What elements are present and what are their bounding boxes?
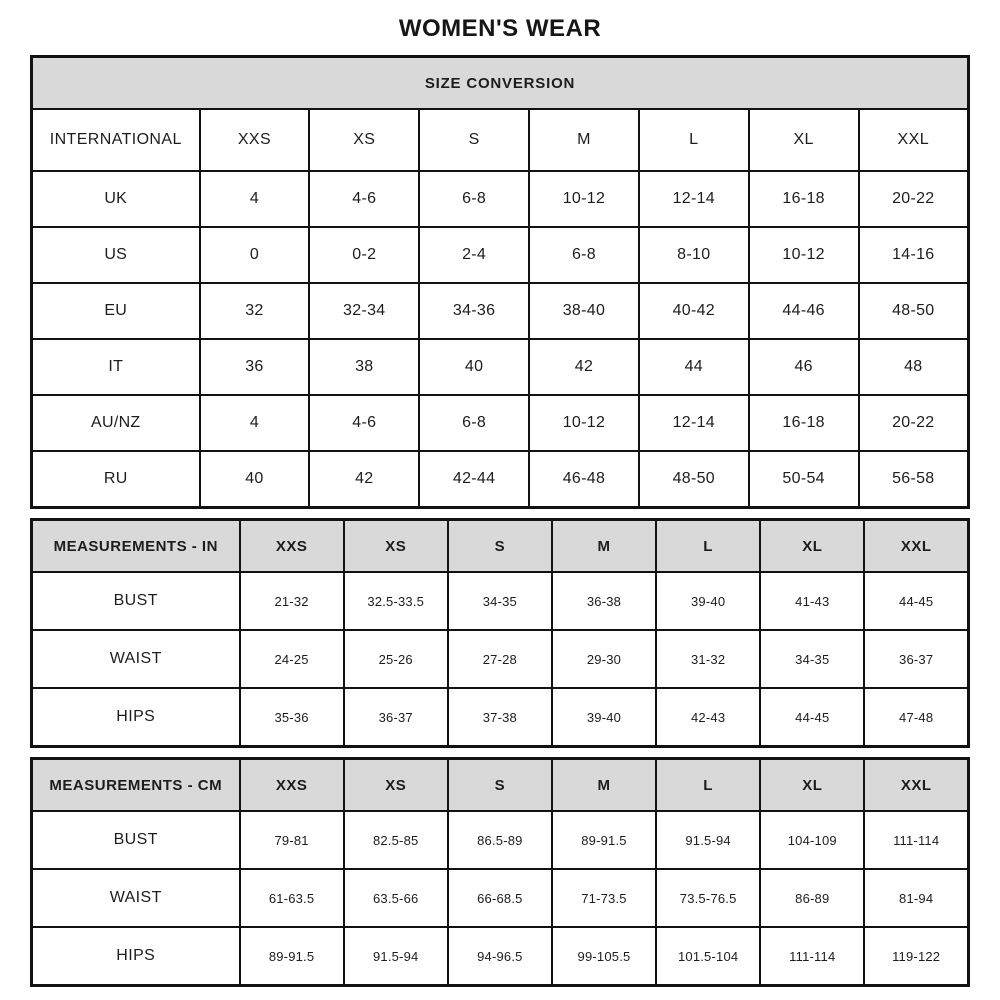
measurement-cell: 44-45 xyxy=(760,688,864,747)
column-header-s: S xyxy=(448,520,552,573)
size-cell: 38-40 xyxy=(529,283,639,339)
measurement-cell: 36-37 xyxy=(864,630,968,688)
size-cell: 32-34 xyxy=(309,283,419,339)
size-cell: 56-58 xyxy=(859,451,969,508)
table-row-ru xyxy=(32,451,969,508)
size-cell: 38 xyxy=(309,339,419,395)
measurement-cell: 111-114 xyxy=(864,811,968,869)
measurement-cell: 24-25 xyxy=(240,630,344,688)
size-conversion-title: SIZE CONVERSION xyxy=(32,57,969,110)
table-row-uk xyxy=(32,171,969,227)
column-header-m: M xyxy=(552,520,656,573)
size-conversion-table xyxy=(30,55,970,509)
measurements-cm-header-row xyxy=(32,759,969,812)
measurement-cell: 25-26 xyxy=(344,630,448,688)
size-cell: 12-14 xyxy=(639,395,749,451)
column-header-m: M xyxy=(552,759,656,812)
measurement-cell: 89-91.5 xyxy=(552,811,656,869)
measurement-cell: 36-37 xyxy=(344,688,448,747)
column-header-l: L xyxy=(639,109,749,171)
measurement-cell: 27-28 xyxy=(448,630,552,688)
table-row-waist-in xyxy=(32,630,969,688)
row-label: HIPS xyxy=(32,688,240,747)
page-title: WOMEN'S WEAR xyxy=(398,15,602,42)
measurement-cell: 35-36 xyxy=(240,688,344,747)
row-label: BUST xyxy=(32,572,240,630)
measurements-in-title: MEASUREMENTS - IN xyxy=(32,520,240,573)
measurements-in-header-row xyxy=(32,520,969,573)
column-header-xxl: XXL xyxy=(864,520,968,573)
size-cell: 48-50 xyxy=(639,451,749,508)
measurement-cell: 31-32 xyxy=(656,630,760,688)
size-cell: 32 xyxy=(200,283,310,339)
size-cell: 4-6 xyxy=(309,171,419,227)
size-cell: 6-8 xyxy=(419,171,529,227)
measurement-cell: 94-96.5 xyxy=(448,927,552,986)
row-label: WAIST xyxy=(32,630,240,688)
column-header-m: M xyxy=(529,109,639,171)
column-header-xs: XS xyxy=(344,520,448,573)
size-cell: 16-18 xyxy=(749,395,859,451)
size-cell: 34-36 xyxy=(419,283,529,339)
table-row-it xyxy=(32,339,969,395)
measurement-cell: 99-105.5 xyxy=(552,927,656,986)
row-label: US xyxy=(32,227,200,283)
measurement-cell: 37-38 xyxy=(448,688,552,747)
measurements-in-table xyxy=(30,518,970,748)
measurement-cell: 32.5-33.5 xyxy=(344,572,448,630)
size-cell: 40 xyxy=(419,339,529,395)
size-cell: 4-6 xyxy=(309,395,419,451)
size-cell: 10-12 xyxy=(529,171,639,227)
column-header-xs: XS xyxy=(344,759,448,812)
measurement-cell: 42-43 xyxy=(656,688,760,747)
column-header-xxl: XXL xyxy=(864,759,968,812)
column-header-xl: XL xyxy=(749,109,859,171)
size-cell: 40-42 xyxy=(639,283,749,339)
measurement-cell: 79-81 xyxy=(240,811,344,869)
measurement-cell: 89-91.5 xyxy=(240,927,344,986)
size-cell: 16-18 xyxy=(749,171,859,227)
measurement-cell: 41-43 xyxy=(760,572,864,630)
row-label: UK xyxy=(32,171,200,227)
measurement-cell: 104-109 xyxy=(760,811,864,869)
size-cell: 6-8 xyxy=(419,395,529,451)
size-conversion-title-row xyxy=(32,57,969,110)
size-cell: 42 xyxy=(529,339,639,395)
measurements-cm-title: MEASUREMENTS - CM xyxy=(32,759,240,812)
column-header-l: L xyxy=(656,520,760,573)
size-cell: 14-16 xyxy=(859,227,969,283)
size-cell: 42-44 xyxy=(419,451,529,508)
size-cell: 40 xyxy=(200,451,310,508)
size-cell: 48 xyxy=(859,339,969,395)
measurements-cm-table xyxy=(30,757,970,987)
measurement-cell: 73.5-76.5 xyxy=(656,869,760,927)
measurement-cell: 39-40 xyxy=(552,688,656,747)
measurement-cell: 47-48 xyxy=(864,688,968,747)
measurement-cell: 36-38 xyxy=(552,572,656,630)
column-header-s: S xyxy=(448,759,552,812)
measurement-cell: 29-30 xyxy=(552,630,656,688)
column-header-xxl: XXL xyxy=(859,109,969,171)
measurement-cell: 61-63.5 xyxy=(240,869,344,927)
column-header-xs: XS xyxy=(309,109,419,171)
table-row-us xyxy=(32,227,969,283)
size-cell: 4 xyxy=(200,171,310,227)
measurement-cell: 34-35 xyxy=(448,572,552,630)
measurement-cell: 82.5-85 xyxy=(344,811,448,869)
column-header-s: S xyxy=(419,109,529,171)
table-row-bust-cm xyxy=(32,811,969,869)
size-cell: 44-46 xyxy=(749,283,859,339)
size-cell: 48-50 xyxy=(859,283,969,339)
row-label: BUST xyxy=(32,811,240,869)
size-cell: 8-10 xyxy=(639,227,749,283)
table-row-hips-in xyxy=(32,688,969,747)
measurement-cell: 91.5-94 xyxy=(344,927,448,986)
size-cell: 4 xyxy=(200,395,310,451)
size-cell: 42 xyxy=(309,451,419,508)
column-header-xxs: XXS xyxy=(240,520,344,573)
table-row-hips-cm xyxy=(32,927,969,986)
measurement-cell: 111-114 xyxy=(760,927,864,986)
size-cell: 50-54 xyxy=(749,451,859,508)
size-conversion-columns-row xyxy=(32,109,969,171)
size-cell: 20-22 xyxy=(859,395,969,451)
column-header-xxs: XXS xyxy=(200,109,310,171)
size-cell: 10-12 xyxy=(529,395,639,451)
row-label: AU/NZ xyxy=(32,395,200,451)
column-header-xxs: XXS xyxy=(240,759,344,812)
size-cell: 2-4 xyxy=(419,227,529,283)
measurement-cell: 34-35 xyxy=(760,630,864,688)
measurement-cell: 21-32 xyxy=(240,572,344,630)
measurement-cell: 81-94 xyxy=(864,869,968,927)
measurement-cell: 44-45 xyxy=(864,572,968,630)
size-cell: 0 xyxy=(200,227,310,283)
size-cell: 12-14 xyxy=(639,171,749,227)
table-row-bust-in xyxy=(32,572,969,630)
measurement-cell: 101.5-104 xyxy=(656,927,760,986)
row-label: RU xyxy=(32,451,200,508)
column-header-l: L xyxy=(656,759,760,812)
table-row-aunz xyxy=(32,395,969,451)
measurement-cell: 119-122 xyxy=(864,927,968,986)
size-cell: 46-48 xyxy=(529,451,639,508)
size-cell: 20-22 xyxy=(859,171,969,227)
measurement-cell: 86-89 xyxy=(760,869,864,927)
size-cell: 44 xyxy=(639,339,749,395)
row-label: HIPS xyxy=(32,927,240,986)
measurement-cell: 66-68.5 xyxy=(448,869,552,927)
size-cell: 46 xyxy=(749,339,859,395)
measurement-cell: 71-73.5 xyxy=(552,869,656,927)
size-cell: 6-8 xyxy=(529,227,639,283)
row-label: IT xyxy=(32,339,200,395)
measurement-cell: 91.5-94 xyxy=(656,811,760,869)
measurement-cell: 86.5-89 xyxy=(448,811,552,869)
column-header-xl: XL xyxy=(760,759,864,812)
column-header-international: INTERNATIONAL xyxy=(32,109,200,171)
table-row-waist-cm xyxy=(32,869,969,927)
size-cell: 36 xyxy=(200,339,310,395)
measurement-cell: 63.5-66 xyxy=(344,869,448,927)
size-cell: 10-12 xyxy=(749,227,859,283)
measurement-cell: 39-40 xyxy=(656,572,760,630)
row-label: EU xyxy=(32,283,200,339)
column-header-xl: XL xyxy=(760,520,864,573)
table-row-eu xyxy=(32,283,969,339)
row-label: WAIST xyxy=(32,869,240,927)
size-cell: 0-2 xyxy=(309,227,419,283)
